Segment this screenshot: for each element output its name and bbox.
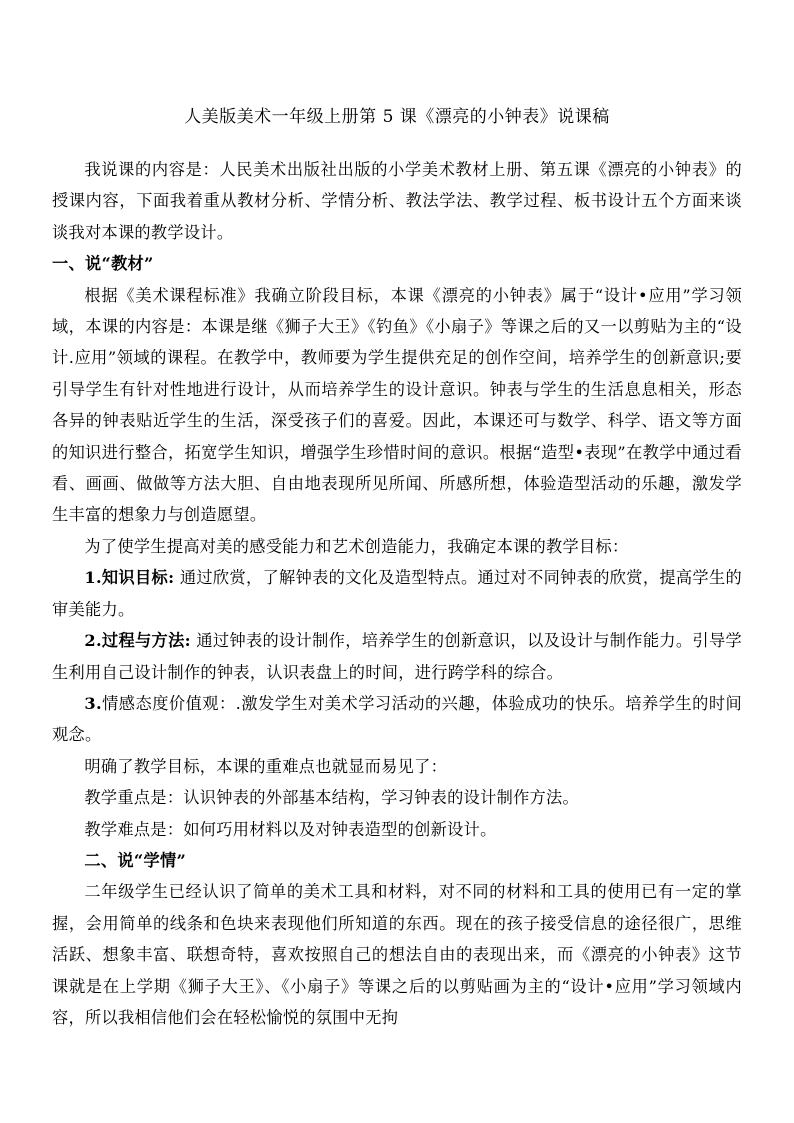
section2-paragraph-1: 二年级学生已经认识了简单的美术工具和材料，对不同的材料和工具的使用已有一定的掌握，会用简单的线条和色块来表现他们所知道的东西。现在的孩子接受信息的途径很广，思维活跃、想象丰富、联想奇特，喜欢按照自己的想法自由的表现出来，而《漂亮的小钟表》这节课就是在上学期《狮子大王》、《小扇子》等课之后的以剪贴画为主的“设计•应用”学习领域内容，所以我相信他们会在轻松愉悦的氛围中无拘 [52,882,742,1027]
goal-3-text: 情感态度价值观：.激发学生对美术学习活动的兴趣，体验成功的快乐。培养学生的时间观念。 [52,693,742,745]
goal-3-label: 3. [84,693,102,713]
document-title: 人美版美术一年级上册第 5 课《漂亮的小钟表》说课稿 [184,107,610,127]
intro-paragraph: 我说课的内容是：人民美术出版社出版的小学美术教材上册、第五课《漂亮的小钟表》的授课内容，下面我着重从教材分析、学情分析、教法学法、教学过程、板书设计五个方面来谈谈我对本课的教学设计。 [52,160,742,242]
goal-1-label: 1.知识目标: [84,568,175,588]
section2-heading: 二、说“学情” [84,850,187,870]
section1-heading: 一、说“教材” [52,254,154,274]
goal-2-text: 通过钟表的设计制作，培养学生的创新意识，以及设计与制作能力。引导学生利用自己设计制作的钟表，认识表盘上的时间，进行跨学科的综合。 [52,631,742,682]
goal-1 [52,562,742,625]
section1-paragraph-2: 为了使学生提高对美的感受能力和艺术创造能力，我确定本课的教学目标： [84,536,629,556]
goal-2-label: 2.过程与方法: [84,631,191,651]
goal-3 [52,688,742,751]
section1-paragraph-1: 根据《美术课程标准》我确立阶段目标，本课《漂亮的小钟表》属于“设计•应用”学习领域，本课的内容是：本课是继《狮子大王》《钓鱼》《小扇子》等课之后的又一以剪贴为主的“设计.应用”领域的课程。在教学中，教师要为学生提供充足的创作空间，培养学生的创新意识;要引导学生有针对性地进行设计，从而培养学生的设计意识。钟表与学生的生活息息相关，形态各异的钟表贴近学生的生活，深受孩子们的喜爱。因此，本课还可与数学、科学、语文等方面的知识进行整合，拓宽学生知识，增强学生珍惜时间的意识。根据“造型•表现”在教学中通过看看、画画、做做等方法大胆、自由地表现所见所闻、所感所想，体验造型活动的乐趣，激发学生丰富的想象力与创造愿望。 [52,285,742,525]
goal-1-text: 通过欣赏，了解钟表的文化及造型特点。通过对不同钟表的欣赏，提高学生的审美能力。 [52,568,742,619]
difficulty-point: 教学难点是：如何巧用材料以及对钟表造型的创新设计。 [84,819,497,839]
goal-2 [52,625,742,688]
section1-paragraph-3: 明确了教学目标，本课的重难点也就显而易见了： [84,756,448,776]
key-point: 教学重点是：认识钟表的外部基本结构，学习钟表的设计制作方法。 [84,788,580,808]
